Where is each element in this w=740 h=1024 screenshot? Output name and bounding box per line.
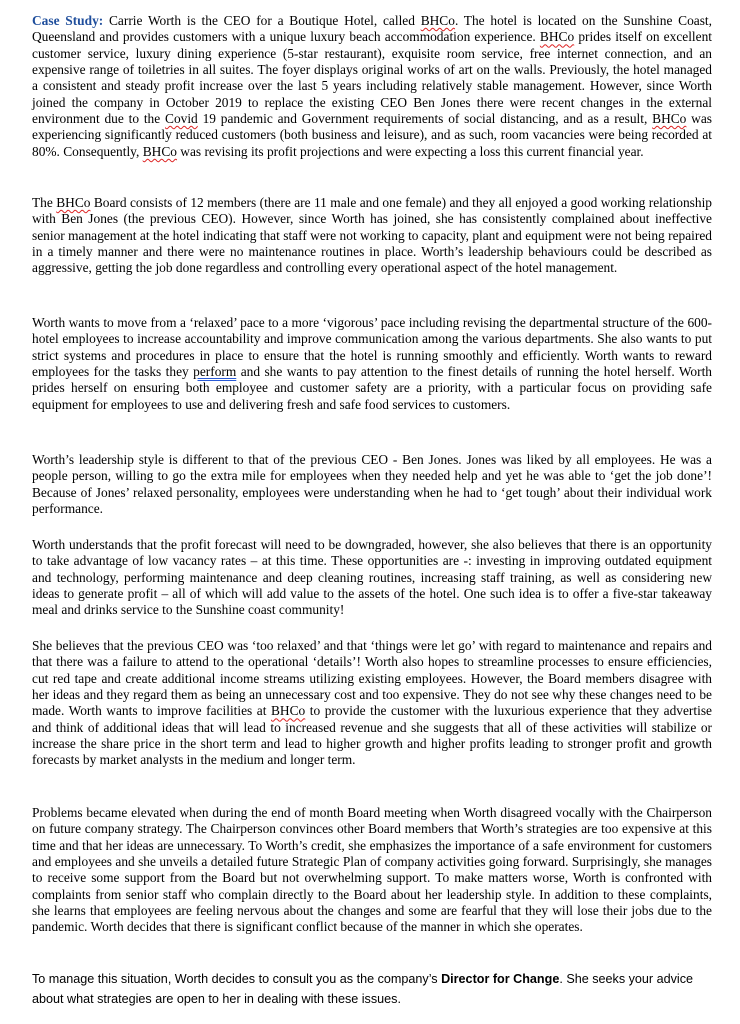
task-text: To manage this situation, Worth decides to consult you as the company’s [32, 972, 442, 986]
paragraph-profit-forecast: Worth understands that the profit forecast will need to be downgraded, however, she also believes that there is an opportunity to take advantage of low vacancy rates – at this time. These opportunities are -: investing in improving outdated equipment and technology, performing maintenance and deep cleaning routines, increasing staff training, as well as considering new ideas to generate profit – all of which will add value to the assets of the hotel. One such idea is to offer a five-star takeaway meal and drinks service to the Sunshine coast community! [32, 537, 712, 618]
paragraph-intro [32, 13, 712, 160]
paragraph-problems: Problems became elevated when during the end of month Board meeting when Worth disagreed vocally with the Chairperson on future company strategy. The Chairperson convinces other Board members that Worth’s strategies are too expensive at this time and that her ideas are unnecessary. To Worth’s credit, she emphasizes the importance of a safe environment for customers and employees and she unveils a detailed future Strategic Plan of company activities going forward. Surprisingly, she manages to receive some support from the Board but not overwhelming support. To make matters worse, Worth is confronted with complaints from senior staff who complain directly to the Board about her leadership style. In addition to these complaints, she learns that employees are feeling nervous about the changes and some are fearful that they will lose their jobs due to the pandemic. Worth decides that there is significant conflict because of the manner in which she operates. [32, 805, 712, 935]
paragraph-worth-pace: Worth wants to move from a ‘relaxed’ pace to a more ‘vigorous’ pace including revising the departmental structure of the 600-hotel employees to increase accountability and improve communication among the various departments. She also wants to put strict systems and procedures in place to ensure that the hotel is running smoothly and efficiently. Worth wants to reward employees for the tasks they perform and she wants to pay attention to the finest details of running the hotel herself. Worth prides herself on ensuring both employee and customer safety are a priority, with a particular focus on providing safe equipment for employees to use and delivering fresh and safe food services to customers. [32, 315, 713, 412]
task-paragraph [32, 969, 712, 1009]
paragraph-text: Carrie Worth is the CEO for a Boutique Hotel, called BHCo. The hotel is located on the Sunshine Coast, Queensland and provides customers with a unique luxury beach accommodation experience. BHCo prides itself on excellent customer service, luxury dining experience (5-star restaurant), exquisite room service, free internet connection, and an expensive range of toiletries in all suites. The foyer displays original works of art on the walls. Previously, the hotel managed a consistent and steady profit increase over the last 5 years including relatively stable management. However, since Worth joined the company in October 2019 to replace the existing CEO Ben Jones there were recent changes in the external environment due to the Covid 19 pandemic and Government requirements of social distancing, and as a result, BHCo was experiencing significantly reduced customers (both business and leisure), and as such, room vacancies were being recorded at 80%. Consequently, BHCo was revising its profit projections and were expecting a loss this current financial year. [32, 13, 713, 159]
paragraph-previous-ceo: She believes that the previous CEO was ‘too relaxed’ and that ‘things were let go’ with regard to maintenance and repairs and that there was a failure to attend to the operational ‘details’! Worth also hopes to streamline processes to ensure efficiencies, cut red tape and create additional income streams utilizing existing employees. However, the Board members disagree with her ideas and they regard them as being an unnecessary cost and too expensive. They do not see why these changes need to be made. Worth wants to improve facilities at BHCo to provide the customer with the luxurious experience that they advertise and think of additional ideas that will lead to increased revenue and she suggests that all of these activities will stabilize or increase the share price in the short term and lead to higher growth and higher profits leading to stronger profit and growth forecasts by market analysts in the medium and longer term. [32, 638, 712, 768]
role-title: Director for Change [441, 972, 560, 986]
task-text-end: . She seeks your advice about what strategies are open to her in dealing with these issues. [32, 972, 694, 1006]
paragraph-leadership-style: Worth’s leadership style is different to that of the previous CEO - Ben Jones. Jones was liked by all employees. He was a people person, willing to go the extra mile for employees when they needed help and yet he was able to ‘get the job done’! Because of Jones’ relaxed personality, employees were understanding when he had to ‘get tough’ about their individual work performance. [32, 452, 712, 517]
paragraph-board: The BHCo Board consists of 12 members (there are 11 male and one female) and they all enjoyed a good working relationship with Ben Jones (the previous CEO). However, since Worth has joined, she has consistently complained about ineffective senior management at the hotel indicating that staff were not working to capacity, plant and equipment were not being repaired in a timely manner and there were no maintenance routines in place. Worth’s leadership behaviours could be described as aggressive, getting the job done regardless and controlling every operational aspect of the hotel management. [32, 195, 712, 276]
case-study-label: Case Study: [32, 13, 104, 28]
